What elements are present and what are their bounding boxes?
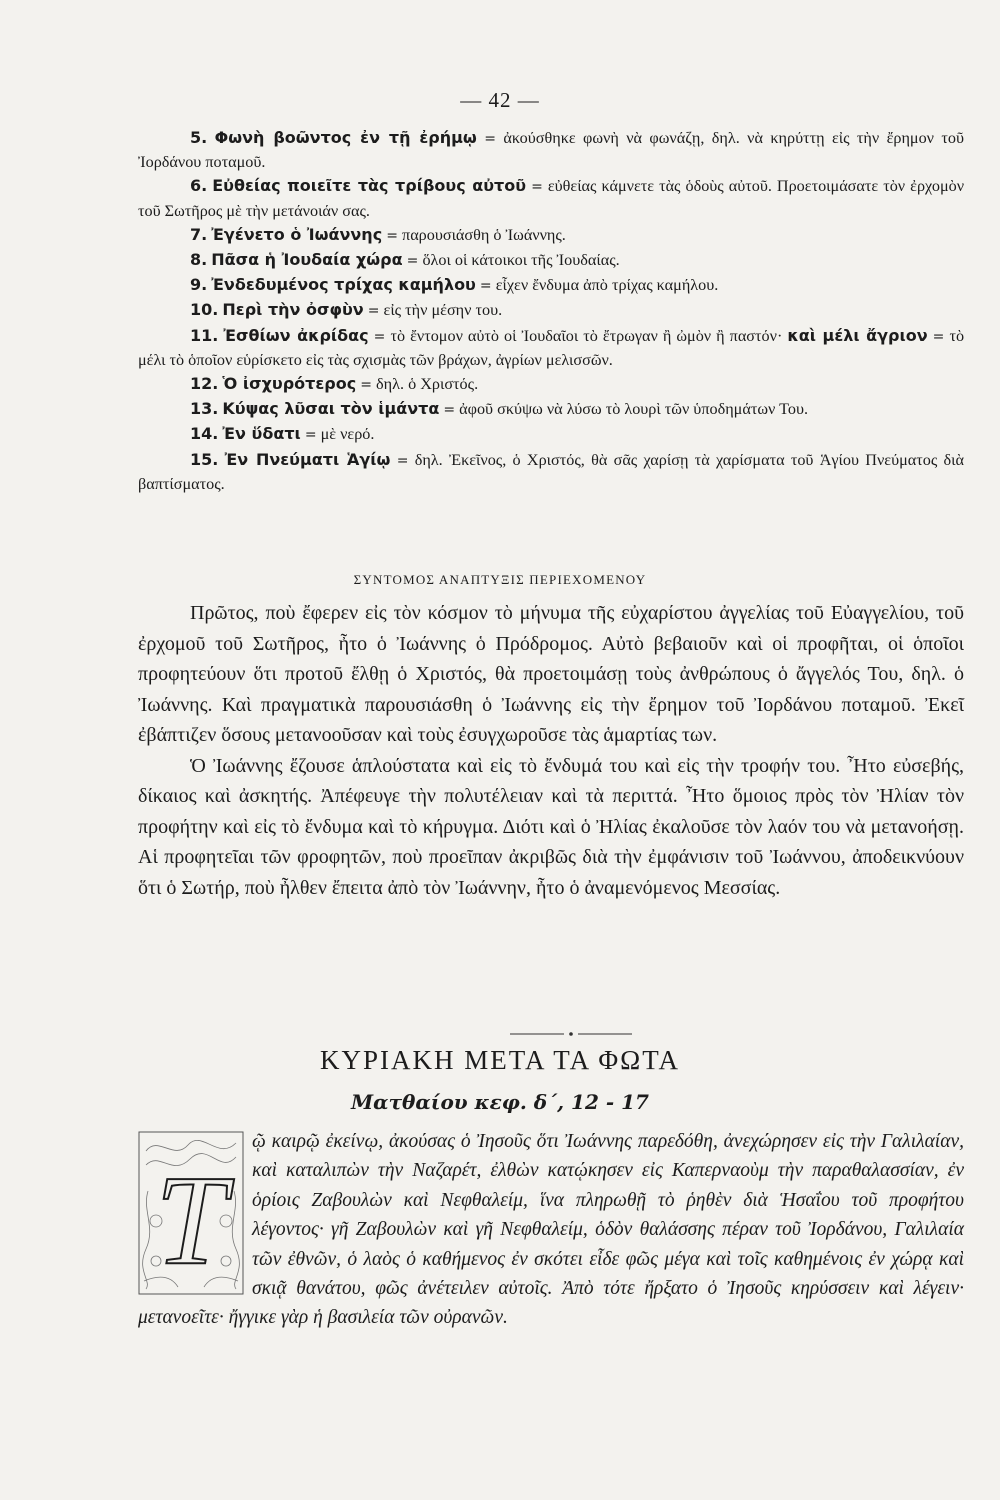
notes-list — [138, 126, 964, 496]
summary-text — [138, 598, 964, 903]
section-divider — [510, 1029, 632, 1039]
note-item: 13. Κύψας λῦσαι τὸν ἱμάντα = ἀφοῦ σκύψω νὰ λύσω τὸ λουρὶ τῶν ὑποδημάτων Του. — [190, 399, 809, 419]
note-item: 5. Φωνὴ βοῶντος ἐν τῇ ἐρήμῳ = ἀκούσθηκε φωνὴ νὰ φωνάζῃ, δηλ. νὰ κηρύττῃ εἰς τὴν ἔρημον τοῦ Ἰορδάνου ποταμοῦ. — [138, 128, 965, 172]
gospel-reading — [138, 1127, 964, 1417]
section-title: ΚΥΡΙΑΚΗ ΜΕΤΑ ΤΑ ΦΩΤΑ — [319, 1045, 681, 1075]
summary-paragraph: Ὁ Ἰωάννης ἔζουσε ἁπλούστατα καὶ εἰς τὸ ἔνδυμά του καὶ εἰς τὴν τροφήν του. Ἦτο εὐσεβής, δίκαιος καὶ ἀσκητής. Ἀπέφευγε τὴν πολυτέλειαν καὶ τὰ περιττά. Ἦτο ὅμοιος πρὸς τὸν Ἠλίαν τὸν προφήτην καὶ εἰς τὸ ἔνδυμα καὶ τὸ κήρυγμα. Διότι καὶ ὁ Ἠλίας ἐκαλοῦσε τὸν λαόν του νὰ μετανοήσῃ. Αἱ προφητεῖαι τῶν φροφητῶν, ποὺ προεῖπαν ἀκριβῶς διὰ τὴν ἐμφάνισιν τοῦ Ἰωάννου, ἀποδεικνύουν ὅτι ὁ Σωτήρ, ποὺ ἦλθεν ἔπειτα ἀπὸ τὸν Ἰωάννην, ἦτο ὁ ἀναμενόμενος Μεσσίας. — [138, 754, 964, 899]
note-item: 9. Ἐνδεδυμένος τρίχας καμήλου = εἶχεν ἔνδυμα ἀπὸ τρίχας καμήλου. — [190, 275, 719, 295]
note-item: 6. Εὐθείας ποιεῖτε τὰς τρίβους αὐτοῦ = εὐθείας κάμνετε τὰς ὁδοὺς αὐτοῦ. Προετοιμάσατε τὸν ἐρχομὸν τοῦ Σωτῆρος μὲ τὴν μετάνοιάν σας. — [138, 176, 965, 220]
note-item: 7. Ἐγένετο ὁ Ἰωάννης = παρουσιάσθη ὁ Ἰωάννης. — [190, 224, 566, 244]
note-item: 12. Ὁ ἰσχυρότερος = δηλ. ὁ Χριστός. — [190, 374, 479, 394]
note-item: 11. Ἐσθίων ἀκρίδας = τὸ ἔντομον αὐτὸ οἱ Ἰουδαῖοι τὸ ἔτρωγαν ἢ ὠμὸν ἢ παστόν· καὶ μέλι ἄγριον = τὸ μέλι τὸ ὁποῖον εὑρίσκετο εἰς τὰς σχισμὰς τῶν βράχων, ἀγρίων μελισσῶν. — [138, 325, 965, 369]
note-item: 10. Περὶ τὴν ὀσφὺν = εἰς τὴν μέσην του. — [190, 300, 503, 320]
summary-paragraph: Πρῶτος, ποὺ ἔφερεν εἰς τὸν κόσμον τὸ μήνυμα τῆς εὐχαρίστου ἀγγελίας τοῦ Εὐαγγελίου, τοῦ ἐρχομοῦ τοῦ Σωτῆρος, ἦτο ὁ Ἰωάννης ὁ Πρόδρομος. Αὐτὸ βεβαιοῦν καὶ οἱ προφῆται, οἱ ὁποῖοι προφητεύουν ὅτι προτοῦ ἔλθῃ ὁ Χριστός, θὰ προετοιμάσῃ τοὺς ἀνθρώπους ὁ ἄγγελός Του, δηλ. ὁ Ἰωάννης. Καὶ πραγματικὰ παρουσιάσθη ὁ Ἰωάννης εἰς τὴν ἔρημον τοῦ Ἰορδάνου ποταμοῦ. Ἐκεῖ ἐβάπτιζεν ὅσους μετανοοῦσαν καὶ τοὺς ἐσυγχωροῦσε τὰς ἁμαρτίας των. — [138, 602, 964, 746]
note-item: 15. Ἐν Πνεύματι Ἁγίῳ = δηλ. Ἐκεῖνος, ὁ Χριστός, θὰ σᾶς χαρίσῃ τὰ χαρίσματα τοῦ Ἁγίου Πνεύματος διὰ βαπτίσματος. — [138, 449, 965, 493]
scripture-reference: Ματθαίου κεφ. δ΄, 12 - 17 — [351, 1090, 649, 1114]
dropcap-letter: Τ — [155, 1149, 227, 1291]
note-item: 8. Πᾶσα ἡ Ἰουδαία χώρα = ὅλοι οἱ κάτοικοι τῆς Ἰουδαίας. — [190, 250, 620, 270]
page-number: — 42 — — [460, 88, 540, 112]
reading-text: ῷ καιρῷ ἐκείνῳ, ἀκούσας ὁ Ἰησοῦς ὅτι Ἰωάννης παρεδόθη, ἀνεχώρησεν εἰς τὴν Γαλιλαίαν, καὶ καταλιπὼν τὴν Ναζαρέτ, ἐλθὼν κατῴκησεν εἰς Καπερναοὺμ τὴν παραθαλασσίαν, ἐν ὁρίοις Ζαβουλὼν καὶ Νεφθαλείμ, ἵνα πληρωθῇ τὸ ῥηθὲν διὰ Ἡσαΐου τοῦ προφήτου λέγοντος· γῆ Ζαβουλὼν καὶ γῆ Νεφθαλείμ, ὁδὸν θαλάσσης πέραν τοῦ Ἰορδάνου, Γαλιλαία τῶν ἐθνῶν, ὁ λαὸς ὁ καθήμενος ἐν σκότει εἶδε φῶς μέγα καὶ τοῖς καθημένοις ἐν χώρᾳ καὶ σκιᾷ θανάτου, φῶς ἀνέτειλεν αὐτοῖς. Ἀπὸ τότε ἤρξατο ὁ Ἰησοῦς κηρύσσειν καὶ λέγειν· μετανοεῖτε· ἤγγικε γὰρ ἡ βασιλεία τῶν οὐρανῶν. — [138, 1131, 964, 1329]
summary-title: ΣΥΝΤΟΜΟΣ ΑΝΑΠΤΥΞΙΣ ΠΕΡΙΕΧΟΜΕΝΟΥ — [353, 572, 647, 587]
note-item: 14. Ἐν ὕδατι = μὲ νερό. — [190, 424, 375, 444]
ornamental-dropcap — [138, 1131, 244, 1295]
